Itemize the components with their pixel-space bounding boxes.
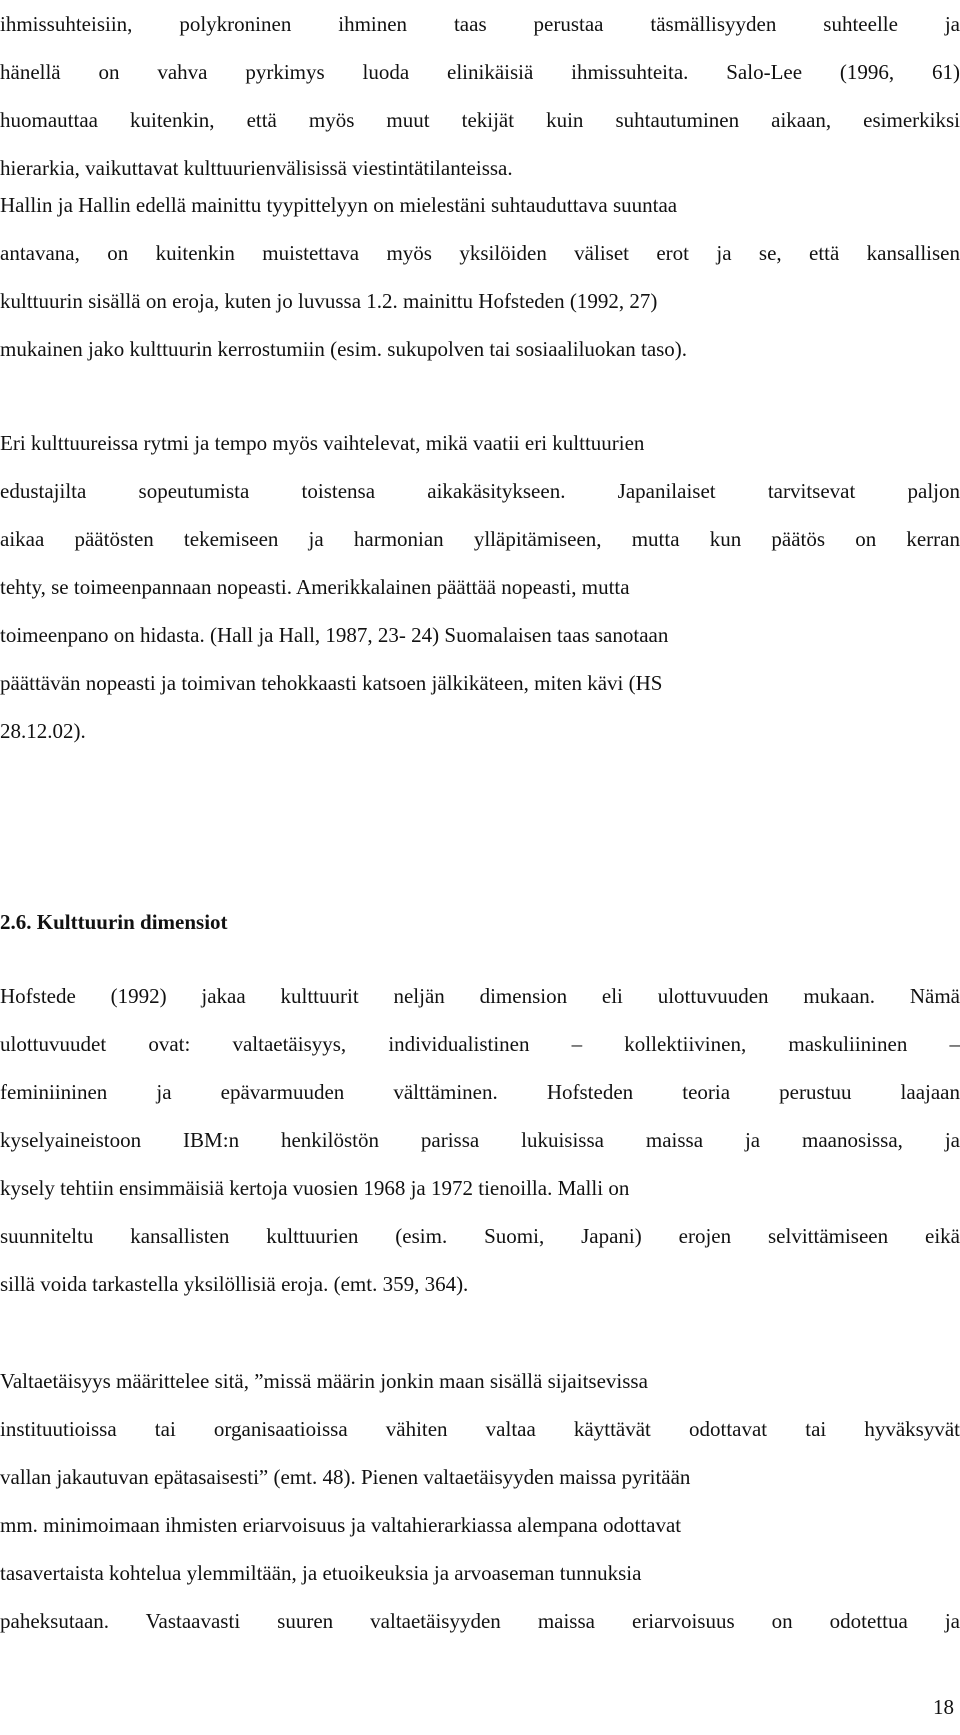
text-line: ihmissuhteisiin, polykroninen ihminen taas perustaa täsmällisyyden suhteelle ja bbox=[0, 12, 960, 36]
section-heading: 2.6. Kulttuurin dimensiot bbox=[0, 910, 228, 934]
text-line: 28.12.02). bbox=[0, 719, 86, 743]
text-line: tehty, se toimeenpannaan nopeasti. Amerikkalainen päättää nopeasti, mutta bbox=[0, 575, 630, 599]
text-line: hierarkia, vaikuttavat kulttuurienvälisissä viestintätilanteissa. bbox=[0, 156, 513, 180]
paragraph-power-distance bbox=[0, 1357, 960, 1645]
text-line: Eri kulttuureissa rytmi ja tempo myös vaihtelevat, mikä vaatii eri kulttuurien bbox=[0, 431, 645, 455]
text-line: kulttuurin sisällä on eroja, kuten jo luvussa 1.2. mainittu Hofsteden (1992, 27) bbox=[0, 289, 658, 313]
text-line: paheksutaan. Vastaavasti suuren valtaetäisyyden maissa eriarvoisuus on odotettua ja bbox=[0, 1609, 960, 1633]
text-line: mm. minimoimaan ihmisten eriarvoisuus ja valtahierarkiassa alempana odottavat bbox=[0, 1513, 682, 1537]
paragraph-hall-typology bbox=[0, 181, 960, 373]
text-line: kyselyaineistoon IBM:n henkilöstön parissa lukuisissa maissa ja maanosissa, ja bbox=[0, 1128, 960, 1152]
text-line: tasavertaista kohtelua ylemmiltään, ja etuoikeuksia ja arvoaseman tunnuksia bbox=[0, 1561, 642, 1585]
paragraph-time-orientation bbox=[0, 0, 960, 192]
text-line: mukainen jako kulttuurin kerrostumiin (esim. sukupolven tai sosiaaliluokan taso). bbox=[0, 337, 688, 361]
text-line: kysely tehtiin ensimmäisiä kertoja vuosien 1968 ja 1972 tienoilla. Malli on bbox=[0, 1176, 630, 1200]
text-line: suunniteltu kansallisten kulttuurien (esim. Suomi, Japani) erojen selvittämiseen eikä bbox=[0, 1224, 960, 1248]
text-line: huomauttaa kuitenkin, että myös muut tekijät kuin suhtautuminen aikaan, esimerkiksi bbox=[0, 108, 960, 132]
text-line: sillä voida tarkastella yksilöllisiä eroja. (emt. 359, 364). bbox=[0, 1272, 469, 1296]
text-line: feminiininen ja epävarmuuden välttäminen. Hofsteden teoria perustuu laajaan bbox=[0, 1080, 960, 1104]
text-line: ulottuvuudet ovat: valtaetäisyys, individualistinen – kollektiivinen, maskuliininen – bbox=[0, 1032, 960, 1056]
text-line: toimeenpano on hidasta. (Hall ja Hall, 1987, 23- 24) Suomalaisen taas sanotaan bbox=[0, 623, 669, 647]
text-line: edustajilta sopeutumista toistensa aikakäsitykseen. Japanilaiset tarvitsevat paljon bbox=[0, 479, 960, 503]
page-number: 18 bbox=[933, 1695, 954, 1719]
text-line: vallan jakautuvan epätasaisesti” (emt. 48). Pienen valtaetäisyyden maissa pyritään bbox=[0, 1465, 691, 1489]
text-line: antavana, on kuitenkin muistettava myös yksilöiden väliset erot ja se, että kansallisen bbox=[0, 241, 960, 265]
paragraph-rhythm-tempo bbox=[0, 419, 960, 755]
text-line: Hofstede (1992) jakaa kulttuurit neljän dimension eli ulottuvuuden mukaan. Nämä bbox=[0, 984, 960, 1008]
text-line: hänellä on vahva pyrkimys luoda elinikäisiä ihmissuhteita. Salo-Lee (1996, 61) bbox=[0, 60, 960, 84]
text-line: Hallin ja Hallin edellä mainittu tyypittelyyn on mielestäni suhtauduttava suuntaa bbox=[0, 193, 678, 217]
text-line: Valtaetäisyys määrittelee sitä, ”missä määrin jonkin maan sisällä sijaitsevissa bbox=[0, 1369, 648, 1393]
text-line: instituutioissa tai organisaatioissa vähiten valtaa käyttävät odottavat tai hyväksyvät bbox=[0, 1417, 960, 1441]
paragraph-hofstede-dimensions bbox=[0, 972, 960, 1308]
text-line: päättävän nopeasti ja toimivan tehokkaasti katsoen jälkikäteen, miten kävi (HS bbox=[0, 671, 663, 695]
text-line: aikaa päätösten tekemiseen ja harmonian ylläpitämiseen, mutta kun päätös on kerran bbox=[0, 527, 960, 551]
